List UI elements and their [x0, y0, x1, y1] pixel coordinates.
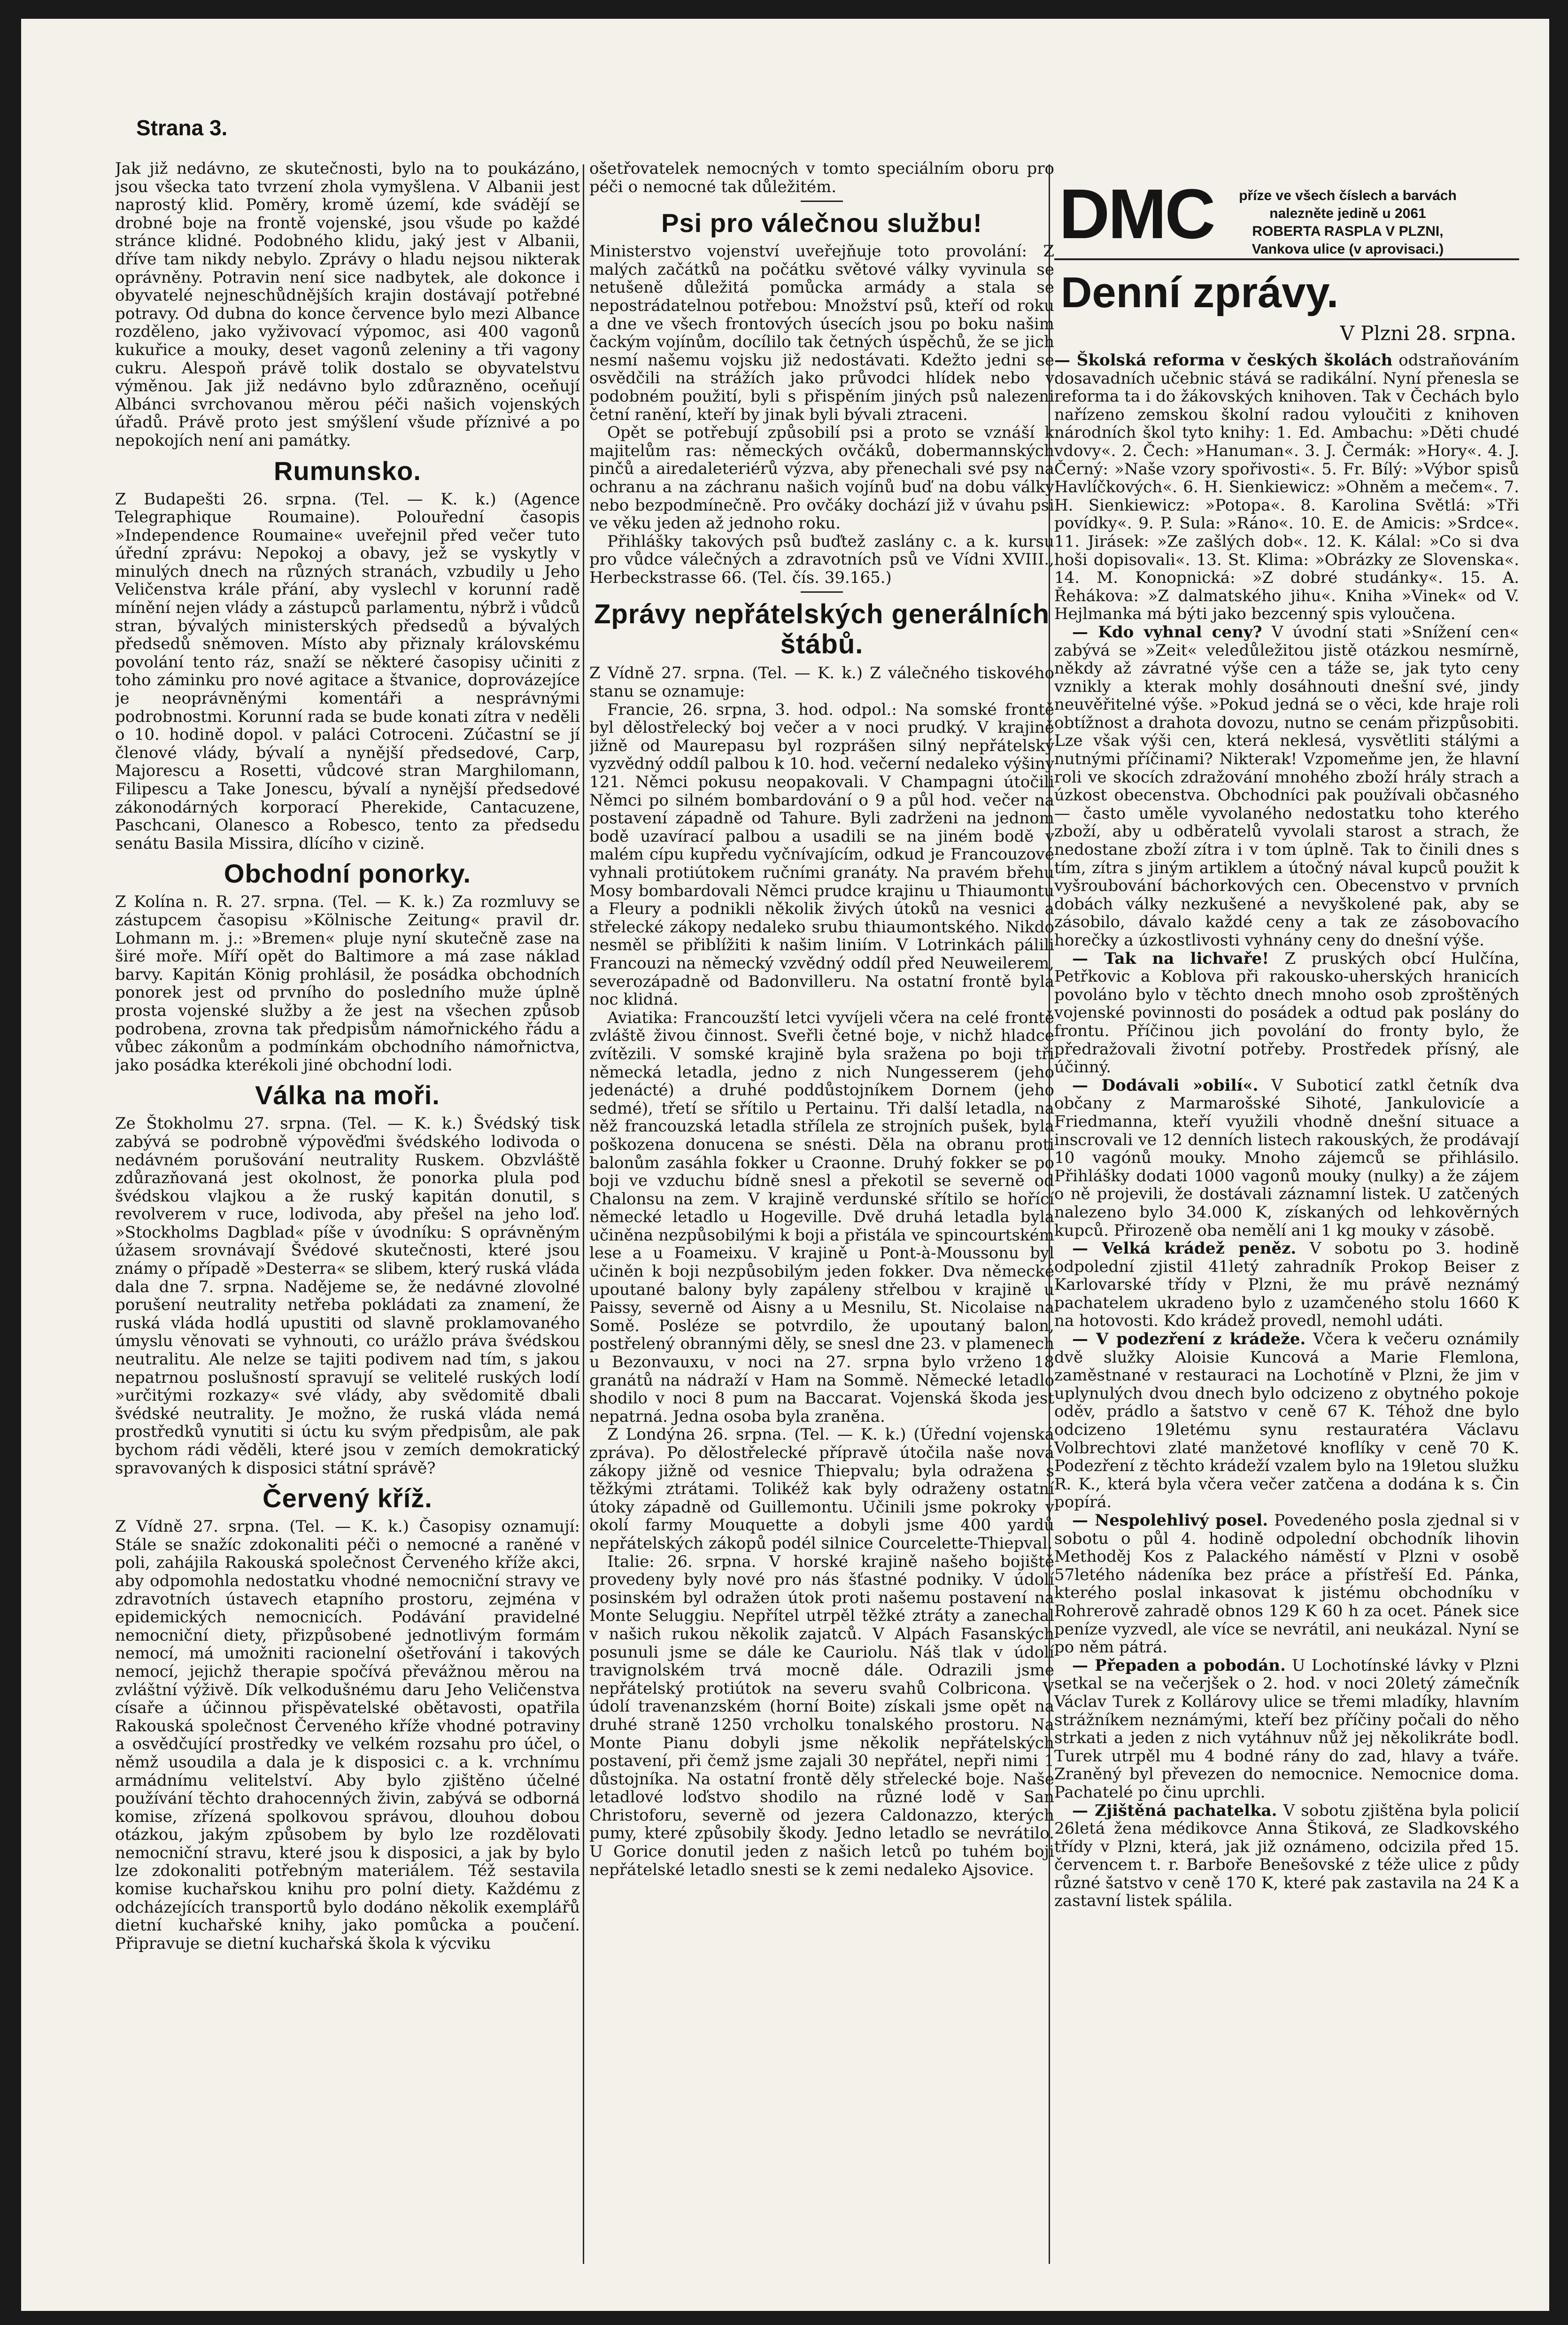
news-lead: — Školská reforma v českých školách	[1054, 351, 1393, 370]
news-item	[1054, 1802, 1519, 1911]
separator	[801, 201, 843, 202]
news-body: Z pruských obcí Hulčína, Petřkovic a Koblova při rakousko-uherských hranicích povoláno bylo v těchto dnech mnoho osob zproštěných vojenské povinnosti do posádek a odtud pak poslány do frontu. Příčinou jich povolání do fronty bylo, že předražovali životní potřeby. Prostředek přísný, ale účinný.	[1054, 949, 1519, 1077]
news-item	[1054, 1240, 1519, 1330]
news-body: V Suboticí zatkl četník dva občany z Marmarošské Sihoté, Jankulovicíe a Friedmanna, kteří využili vhodně dnešní situace a inscrovali ve 12 denních listech rakouských, že prodávají 10 vagónů mouky. Mnoho zájemců se přihlásilo. Přihlášky dodati 1000 vagonů mouky (nulky) a že zájem o ně projevili, že dostávali záznamní listek. U zatčených nalezeno bylo 34.000 K, získaných od lehkověrných kupců. Přirozeně oba nemělí ani 1 kg mouky v zásobě.	[1054, 1076, 1519, 1240]
article-zpravy-intro: Z Vídně 27. srpna. (Tel. — K. k.) Z válečného tiskového stanu se oznamuje:	[589, 664, 1054, 701]
ad-line: ROBERTA RASPLA V PLZNI,	[1252, 224, 1444, 239]
separator	[801, 591, 843, 593]
news-item	[1054, 1657, 1519, 1802]
news-item	[1054, 950, 1519, 1077]
ad-line: příze ve všech číslech a barvách	[1239, 188, 1457, 203]
article-psi-body-2: Opět se potřebují způsobilí psi a proto se vznáší k majitelům ras: německých ovčáků, dobermannských pinčů a airedaleteriérů výzva, aby přenechali své psy na ochranu a na záchranu našich vojínů buď na dobu války nebo bezpodmínečně. Pro ovčáky dochází již v úvahu psi ve věku jeden až jednoho roku.	[589, 423, 1054, 533]
dmc-logo: DMC	[1059, 174, 1214, 253]
news-lead: — Dodávali »obilí«.	[1072, 1076, 1259, 1095]
ad-line: nalezněte jedině u 2061	[1269, 206, 1426, 221]
news-lead: — Kdo vyhnal ceny?	[1072, 622, 1262, 642]
article-kriz-continued: ošetřovatelek nemocných v tomto speciálním oboru pro péči o nemocné tak důležitém.	[589, 160, 1054, 196]
page-number: Strana 3.	[136, 116, 228, 140]
news-lead: — Nespolehlivý posel.	[1072, 1511, 1268, 1530]
headline-rumunsko: Rumunsko.	[274, 456, 421, 486]
article-valka-body: Ze Štokholmu 27. srpna. (Tel. — K. k.) Švédský tisk zabývá se podrobně výpověďmi švédského lodivoda o nedávném porušování neutrality Ruskem. Obzvláště zdůrazňovaná jest okolnost, že ponorka plula pod švédskou vlajkou a že ruský kapitán donutil, s revolverem v ruce, lodivoda, aby přešel na jeho loď. »Stockholms Dagblad« píše v úvodníku: S oprávněným úžasem srovnávají Švédové skutečnosti, které jsou známy o případě »Desterra« se slibem, který ruská vláda dala dne 7. srpna. Nadějeme se, že nedávné zlovolné porušení neutrality netřeba pokládati za znamení, že ruská vláda hodlá upustiti od slavně proklamovaného úmyslu věnovati se vyhnouti, co urážlo práva švédskou neutralitu. Ale nelze se tajiti podivem nad tím, s jakou nepatrnou poslušností spravují se velitelé ruských lodí »určitými rozkazy« své vlády, aby svědomitě dbali švédské neutrality. Je možno, že ruská vláda nemá prostředků vynutiti si úctu ku svým předpisům, ale pak bychom rádi věděli, které jsou v zemích demokratický spravovaných k disposici státní správě?	[115, 1114, 580, 1478]
news-item	[1054, 1511, 1519, 1657]
news-body: U Lochotínské lávky v Plzni setkal se na večerjšek o 2. hod. v noci 20letý zámečník Václav Turek z Kollárovy ulice se třemi mladíky, hlavním strážníkem neznámými, kteří bez příčiny počali do něho strkati a jeden z nich vytáhnuv nůž jej několikráte bodl. Turek utrpěl mu 4 bodné rány do zad, hlavy a tváře. Zraněný byl převezen do nemocnice. Nemocnice doma. Pachatelé po činu uprchli.	[1054, 1656, 1519, 1802]
ad-text	[1181, 187, 1514, 258]
news-item	[1054, 1077, 1519, 1240]
headline-psi: Psi pro válečnou službu!	[661, 208, 982, 238]
news-body: V úvodní stati »Snížení cen« zabývá se »Zeit« veledůležitou jistě otázkou nesmírně, někdy až závratné výše cen a táže se, jak tyto ceny vznikly a kterak mohly dosáhnouti dnešní své, jindy neuvěřitelné výše. »Pokud jedná se o věci, kde hraje roli obtížnost a drahota dovozu, nutno se cenám přizpůsobiti. Lze však výši cen, která neklesá, vysvětliti stálými a nutnými příčinami? Nikterak! Vzpomeňme jen, že hlavní roli ve skocích zdražování mnohého zboží hrály strach a úzkost obecenstva. Obchodníci pak používali občasného — často uměle vyvolaného nedostatku toho kterého zboží, aby u odběratelů vyvolali starost a strach, že nedostane zboží zítra i v tom úplně. Tak to činili dnes s tím, zítra s jiným artiklem a útočný nával kupců použit k vyšroubování báchorkových cen. Obecenstvo v prvních dobách války nezkušené a nevyškolené pak, aby se zásobilo, dávalo každé ceny a tak ze zásobovacího horečky a úzkostlivosti vyhnány ceny do dnešní výše.	[1054, 622, 1519, 950]
headline-ponorky: Obchodní ponorky.	[224, 859, 471, 889]
article-kriz-body: Z Vídně 27. srpna. (Tel. — K. k.) Časopisy oznamují: Stále se snažíc zdokonaliti péči o nemocné a raněné v poli, zahájila Rakouská společnost Červeného kříže akci, aby odpomohla nedostatku vhodné nemocniční stravy ve zdravotních ústavech etapního prostoru, zejména v epidemických nemocnicích. Podávání pravidelné nemocniční diety, přizpůsobené jednotlivým formám nemocí, má umožniti racionelní ošetřování i takových nemocí, jejichž therapie spočívá převážnou měrou na zvláštní výživě. Dík velkodušnému daru Jeho Veličenstva císaře a účinnou přispěvatelské obětavosti, opatřila Rakouská společnost Červeného kříže vhodné potraviny a osvědčující prostředky ve velkém rozsahu pro účel, o němž usoudila a dala je k disposici c. a k. vrchnímu armádnímu velitelství. Aby bylo zjištěno účelné používání těchto drahocenných živin, zabývá se odborná komise, zřízená spolkovou správou, dlouhou dobou otázkou, jakým způsobem by bylo lze rozdělovati nemocniční stravu, které jsou k disposici, a jak by bylo lze zdokonaliti potřebným materiálem. Též sestavila komise kuchařskou knihu pro polní diety. Každému z odcházejících transportů bylo dodáno několik exemplářů dietní kuchařské knihy, jako pomůcka a poučení. Připravuje se dietní kuchařská škola k výcviku	[115, 1517, 580, 1953]
article-albania-body: Jak již nedávno, ze skutečnosti, bylo na to poukázáno, jsou všecka tato tvrzení zhola vymyšlena. V Albanii jest naprostý klid. Poměry, kromě území, kde svádějí se drobné boje na frontě vojenské, jsou všude po každé stránce klidné. Podobného klidu, jaký jest v Albanii, dříve tam nikdy nebylo. Zprávy o hladu nejsou nikterak oprávněny. Potravin není sice nadbytek, ale dokonce i obyvatelé nejneschůdnějších krajin dostávají potřebné potravy. Od dubna do konce července bylo mezi Albance rozděleno, jako vyživovací výpomoc, asi 400 vagonů kukuřice a mouky, deset vagonů zeleniny a tři vagony cukru. Alespoň právě tolik dostalo se obyvatelstvu výměnou. Jak již nedávno bylo zdůrazněno, oceňují Albánci svrchovanou měrou péči našich vojenských úřadů. Právě proto jest smýšlení všude příznivé a po nepokojích není ani památky.	[115, 160, 580, 450]
article-ponorky-body: Z Kolína n. R. 27. srpna. (Tel. — K. k.) Za rozmluvy se zástupcem časopisu »Kölnische Zeitung« pravil dr. Lohmann m. j.: »Bremen« pluje nyní skutečně zase na širé moře. Míří opět do Baltimore a má zase náklad barvy. Kapitán König prohlásil, že posádka obchodních ponorek jest od prvního do posledního muže úplně prosta vojenské služby a že jest na všechen způsob podrobena, zrovna tak předpisům námořnického řádu a vůbec zákonům a podmínkám obchodního námořnictva, jako posádka kterékoli jiné obchodní lodi.	[115, 892, 580, 1075]
news-item	[1054, 623, 1519, 950]
news-body: odstraňováním dosavadních učebnic stává se radikální. Nyní přenesla se reforma ta i do žákovských knihoven. Tak v Čechách bylo nařízeno zemskou školní radou vyloučiti z knihoven národních škol tyto knihy: 1. Ed. Ambachu: »Děti chudé vdovy«. 2. Čech: »Hanuman«. 3. J. Čermák: »Hory«. 4. J. Černý: »Naše vzory spořivosti«. 5. Fr. Bílý: »Výbor spisů Havlíčkových«. 6. H. Sienkiewicz: »Ohněm a mečem«. 7. H. Sienkiewicz: »Potopa«. 8. Karolina Světlá: »Tři povídky«. 9. P. Sula: »Ráno«. 10. E. de Amicis: »Srdce«. 11. Jirásek: »Ze zašlých dob«. 12. K. Kálal: »Co si dva hoši dopisovali«. 13. St. Klima: »Obrázky ze Slovenska«. 14. M. Konopnická: »Z dobré studánky«. 15. A. Řehákova: »Z dalmatského jihu«. Kniha »Vinek« od V. Hejlmanka má býti jako bezcenný spis vyloučena.	[1054, 351, 1519, 624]
headline-zpravy-stabu: Zprávy nepřátelských generálních štábů.	[594, 599, 1050, 660]
news-item	[1054, 1330, 1519, 1511]
news-lead: — Tak na lichvaře!	[1072, 949, 1269, 968]
column-1	[115, 160, 580, 2264]
column-3	[1054, 160, 1519, 2264]
headline-cerveny-kriz: Červený kříž.	[263, 1483, 433, 1513]
dateline: V Plzni 28. srpna.	[1340, 322, 1516, 345]
article-zpravy-italie: Italie: 26. srpna. V horské krajině našeho bojiště provedeny byly nové pro nás šťastné podniky. V údolí posinském byl odražen útok proti našemu postavení na Monte Seluggiu. Nepřítel utrpěl těžké ztráty a zanechal v našich rukou několik zajatců. V Alpách Fasanských posunuli jsme se dále ke Cauriolu. Náš tlak v údolí travignolském trvá mocně dále. Odrazili jsme nepřátelský protiútok na severu svahů Colbricona. V údolí travenanzském (horní Boite) získali jsme opět na druhé straně 1250 vrcholku tonalského prostoru. Na Monte Pianu dobyli jsme několik nepřátelských postavení, při čemž jsme zajali 30 nepřátel, nepři nimi 1 důstojníka. Na ostatní frontě děly střelecké boje. Naše letadlové loďstvo shodilo na různé lodě v San Christoforu, severně od jezera Caldonazzo, kterých pumy, které způsobily škody. Jedno letadlo se nevrátilo. U Gorice donutil jeden z našich letců po tuhém boji nepřátelské letadlo snesti se k zemi nedaleko Ajsovice.	[589, 1552, 1054, 1879]
dmc-advertisement	[1054, 160, 1519, 260]
newspaper-page	[21, 19, 1549, 2311]
section-heading-denni-zpravy: Denní zprávy.	[1061, 269, 1339, 317]
news-body: V sobotu zjištěna byla policií 26letá žena médikovce Anna Štiková, ze Sladkovského třídy v Plzni, která, jak již oznámeno, odcizila před 15. červencem t. r. Barboře Benešovské z téže ulice z půdy různé šatstvo v ceně 170 K, které pak zastavila na 24 K a zastavní listek spálila.	[1054, 1801, 1519, 1911]
column-2	[589, 160, 1054, 2264]
news-body: Povedeného posla zjednal si v sobotu o půl 4. hodině odpolední obchodník lihovin Methoděj Kos z Palackého náměstí v Plzni v osobě 57letého nádeníka bez práce a přístřeší Ed. Pánka, kterého poslal inkasovat k jistému obchodníku v Rohrerově zahradě obnos 129 K 60 h za ocet. Pánek sice peníze vyzvedl, ale více se nevrátil, ani neukázal. Nyní se po něm pátrá.	[1054, 1511, 1519, 1657]
headline-valka-na-mori: Válka na moři.	[255, 1080, 440, 1110]
news-body: Včera k večeru oznámily dvě služky Aloisie Kuncová a Marie Flemlona, zaměstnané v restauraci na Lochotíně v Plzni, že jim v uplynulých dvou dnech bylo odcizeno z obytného pokoje oděv, prádlo a šatstvo v ceně 67 K. Téhož dne bylo odcizeno 19letému synu restauratéra Václavu Volbrechtovi zlaté manžetové knoflíky v ceně 70 K. Podezření z těchto krádeží vzalem bylo na 19letou služku R. K., která byla včera večer zatčena a dodána k s. Čin popírá.	[1054, 1330, 1519, 1512]
article-zpravy-londyn: Z Londýna 26. srpna. (Tel. — K. k.) (Úřední vojenská zpráva). Po dělostřelecké přípravě útočila naše nová zákopy jižně od vesnice Thiepvalu; byla odražena s těžkými ztrátami. Tolikéž kak byly odraženy ostatní útoky západně od Guillemontu. Učinili jsme pokroky v okolí farmy Mouquette a dobyli jsme 400 yardů nepřátelských zákopů podél silnice Courcelette-Thiepval.	[589, 1425, 1054, 1553]
news-lead: — V podezření z krádeže.	[1072, 1330, 1306, 1349]
ad-line: Vankova ulice (v aprovisaci.)	[1251, 241, 1444, 257]
article-zpravy-aviatika: Aviatika: Francouzští letci vyvíjeli včera na celé frontě zvláště živou činnost. Sveřli četné boje, v nichž hladce zvítězili. V somské krajině byla sražena po boji tři německá letadla, jedno z nich Nungesserem (jeho jedenácté) a druhé poddůstojníkem Dornem (jeho sedmé), třetí se sřítilo u Pertainu. Tři další letadla, na něž francouzská letadla střílela ze strojních pušek, byla poškozena donucena se snésti. Děla na obranu proti balonům zasáhla fokker u Craonne. Druhý fokker se po boji ve vzduchu bídně snesl a překotil se severně od Chalonsu na zem. V krajině verdunské sřítilo se hořící německé letadlo u Hogeville. Dvě druhá letadla byla učiněna nezpůsobilými k boji a přistála ve spincourtském lese a u Foameixu. V krajině u Pont-à-Moussonu byl učiněn k boji nezpůsobilým jeden fokker. Dva německé upoutané balony byly zapáleny střelbou v krajině u Paissy, severně od Aisny a u Mesnilu, St. Nicolaise na Somě. Posléze se potvrdilo, že upoutaný balon, postřelený obrannými děly, se snesl dne 23. v plamenech u Bezonvauxu, v noci na 27. srpna bylo vrženo 18 granátů na nádraží v Ham na Sommě. Německé letadlo shodilo v noci 8 pum na Baccarat. Vojenská škoda jest nepatrná. Jedna osoba byla zraněna.	[589, 1008, 1054, 1426]
column-rule	[583, 164, 584, 2264]
news-item	[1054, 351, 1519, 623]
article-rumunsko-body: Z Budapešti 26. srpna. (Tel. — K. k.) (Agence Telegraphique Roumaine). Polouřední časopis »Independence Roumaine« uveřejnil před večer tuto úřední zprávu: Nepokoj a obavy, jež se vyskytly v minulých dnech na různých stranách, vzbudily u Jeho Veličenstva krále přání, aby vyslechl v korunní radě mínění nejen vlády a zástupců parlamentu, nýbrž i vůdců stran, bývalých ministerských předsedů a bývalých předsedů sněmoven. Místo aby přiznaly královskému povolání tento ráz, snaží se některé časopisy učiniti z toho záminku pro nové agitace a štvanice, doprovázejíce je neoprávněnými komentáři a nesprávnými podrobnostmi. Korunní rada se bude konati zítra v neděli o 10. hodině dopol. v paláci Cotroceni. Zúčastní se jí členové vlády, bývalí a nynější předsedové, Carp, Majorescu a Rosetti, vůdcové stran Marghilomann, Filipescu a Take Jonescu, bývalí a nynější předsedové zákonodárných korporací Pherekide, Cantacuzene, Paschcani, Olanesco a Robesco, tento za předsedu senátu Basila Missira, dlícího v cizině.	[115, 489, 580, 853]
news-lead: — Zjištěná pachatelka.	[1072, 1801, 1277, 1820]
news-body: V sobotu po 3. hodině odpolední zjistil 41letý zahradník Prokop Beiser z Karlovarské třídy v Plzni, že mu právě neznámý pachatelem ukradeno bylo z uzamčeného stolu 1660 K na hotovosti. Kdo krádež provedl, nemohl udáti.	[1054, 1239, 1519, 1331]
article-zpravy-francie: Francie, 26. srpna, 3. hod. odpol.: Na somské frontě byl dělostřelecký boj večer a v noci prudký. V krajině jižně od Maurepasu byl rozprášen silný nepřátelský vyzvědný oddíl palbou k 10. hod. večerní nedaleko výšiny 121. Němci pokusu neopakovali. V Champagni útočili Němci po silném bombardování o 9 a půl hod. večer na postavení západně od Tahure. Byli zadrženi na jednom bodě uzavírací palbou a usadili se na jiném bodě v malém cípu kupředu vyčnívajícím, odkud je Francouzové vyhnali protiútokem ručními granáty. Na pravém břehu Mosy bombardovali Němci prudce krajinu u Thiaumontu a Fleury a podnikli několik živých útoků na vesnici a střelecké zákopy nedaleko srubu thiaumontského. Nikdo nesměl se přiblížiti k našim liniím. V Lotrinkách pálili Francouzi na německý vzvědný oddíl před Neuweilerem, severozápadně od Badonvilleru. Na ostatní frontě byla noc klidná.	[589, 700, 1054, 1009]
article-psi-body-1: Ministerstvo vojenství uveřejňuje toto provolání: Z malých začátků na počátku světové války vyvinula se netušeně důležitá pomůcka armády a stala se nepostrádatelnou potřebou: Množství psů, kteří od roku a dne ve všech frontových úsecích jsou po boku našim čackým vojínům, docílilo tak četných úspěchů, že se jich nesmí našemu vojsku již nedostávati. Kdežto jedni se osvědčili na strážích jako průvodci hlídek nebo v podobném použití, byli s přispěním jiných psů nalezeni četní ranění, kteří by jinak byli bývali ztraceni.	[589, 242, 1054, 424]
article-psi-body-3: Přihlášky takových psů buďtež zaslány c. a k. kursu pro vůdce válečných a zdravotních psů ve Vídni XVIII., Herbeckstrasse 66. (Tel. čís. 39.165.)	[589, 532, 1054, 587]
news-lead: — Přepaden a pobodán.	[1072, 1656, 1286, 1675]
news-lead: — Velká krádež peněz.	[1072, 1239, 1297, 1258]
